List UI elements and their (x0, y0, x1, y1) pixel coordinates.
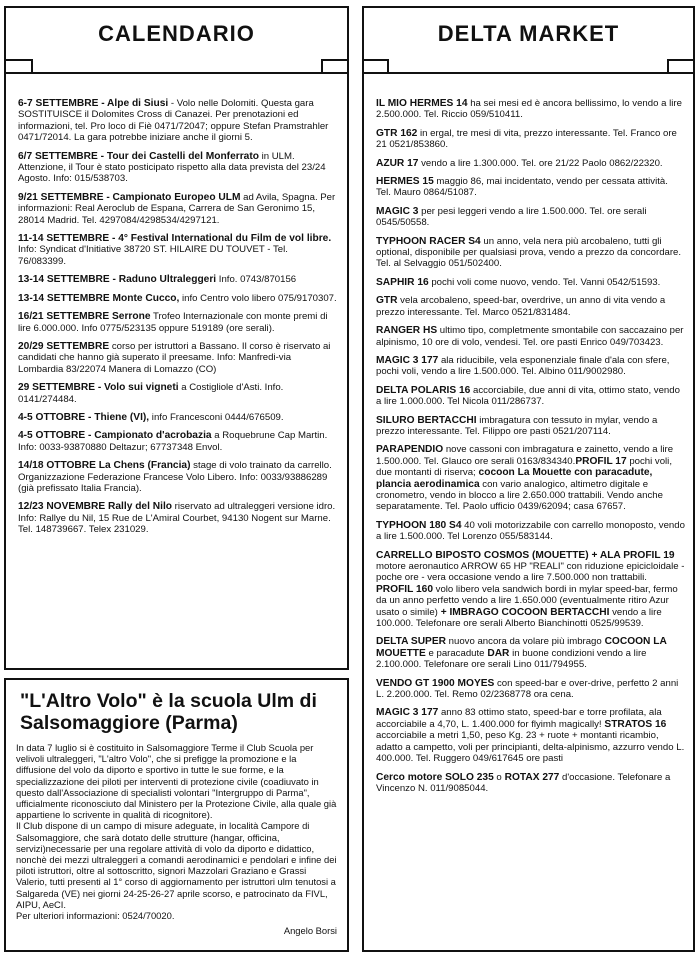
entry-text: riservato ad ultraleggeri versione idro. Info: Rallye du Nil, 15 Rue de L'Amiral Courbet, 94130 Nogent sur Marne. Tel. 148739667. Telex 231029. (18, 501, 336, 536)
market-title: DELTA MARKET (437, 21, 620, 46)
entry-text: maggio 86, mai incidentato, vendo per cessata attività. Tel. Mauro 0864/51087. (376, 176, 668, 199)
entry-text: ha sei mesi ed è ancora bellissimo, lo vendo a lire 2.500.000. Tel. Riccio 059/510411. (376, 98, 682, 121)
entry-heading: IL MIO HERMES 14 (376, 98, 468, 109)
market-ad (376, 678, 685, 701)
entry-heading: HERMES 15 (376, 176, 434, 188)
entry-heading: 6/7 SETTEMBRE - Tour dei Castelli del Monferrato (18, 150, 259, 162)
entry-text: in ergal, tre mesi di vita, prezzo interessante. Tel. Franco ore 21 0521/853860. (376, 127, 677, 151)
entry-text: con vario analogico, altimetro digitale e cronometro, vendo in blocco a lire 2.650.000 trattabili. Vendo anche separatamente. Tel. Paolo ufficio 0439/62094; casa 67657. (376, 478, 663, 513)
article-paragraph: In data 7 luglio si è costituito in Salsomaggiore Terme il Club Scuola per velivoli ultraleggeri, "L'altro Volo", che si prefigge la promozione e la diffusione del volo da diporto e sportivo in tutte le sue forme, e la specializzazione dei piloti per interventi di protezione civile (coadiuvato in questo dall'Associazione di specialisti volontari "Intergruppo di Parma", ufficialmente riconosciuto dal Ministero per la Protezione Civile, alla quale già appartiene lo scrivente in qualità di ricognitore). (16, 742, 337, 821)
entry-heading: TYPHOON 180 S4 (376, 519, 462, 531)
calendario-column (4, 6, 349, 60)
calendar-entry (18, 501, 337, 535)
market-column (362, 6, 695, 60)
market-list (364, 74, 693, 794)
calendar-entry (18, 233, 337, 267)
calendar-entry (18, 412, 337, 423)
market-header (362, 6, 695, 60)
entry-text: Info. 0743/870156 (216, 274, 297, 286)
entry-heading: 20/29 SETTEMBRE (18, 340, 110, 352)
entry-text: pochi voli, due montanti di riserva; (376, 455, 672, 479)
entry-text: ala riducibile, vela esponenziale finale d'ala con sfere, pochi voli, vendo a lire 1.500.000. Tel. Albino 011/9002980. (376, 354, 670, 378)
entry-heading: TYPHOON RACER S4 (376, 235, 481, 247)
entry-heading: 16/21 SETTEMBRE Serrone (18, 311, 151, 323)
entry-text: vendo a lire 1.300.000. Tel. ore 21/22 Paolo 0862/22320. (418, 157, 663, 169)
market-ad (376, 385, 685, 408)
entry-text: corso per istruttori a Bassano. Il corso è riservato ai candidati che hanno già superato il preesame. Info: Manfredi-via Lombardia 83/22074 Manera di Lomazzo (CO) (18, 340, 331, 375)
calendario-list (6, 74, 347, 536)
article-paragraph: Il Club dispone di un campo di misure adeguate, in località Campore di Salsomaggiore, che sarà dotato delle strutture (hangar, officina, servizi)necessarie per una regolare attività di volo da diporto e didattico, nonchè dei mezzi ultraleggeri a comandi aerodinamici e pendolari e infine dei piloti istruttori, oltre al sottoscritto, signori Mazzolari Graziano e Grassi Valerio, tutti presenti al 1° corso di aggiornamento per istruttori ulm tenutosi a Salgareda (VE) nei giorni 24-25-26-27 aprile scorso, e patrocinato da FIVL, AIPU, AeCI. (16, 820, 337, 910)
entry-heading: cocoon La Mouette con paracadute, plancia aerodinamica (376, 467, 653, 490)
entry-text: vela arcobaleno, speed-bar, overdrive, un anno di vita vendo a prezzo interessante. Tel. Marco 0521/831484. (376, 295, 666, 318)
entry-text: accorciabile, due anni di vita, ottimo stato, vendo a lire 1.000.000. Tel Nicola 011/286737. (376, 384, 680, 408)
market-ad (376, 520, 685, 543)
calendar-entry (18, 341, 337, 375)
market-ad (376, 355, 685, 378)
entry-heading: MAGIC 3 177 (376, 707, 439, 719)
entry-heading: 9/21 SETTEMBRE - Campionato Europeo ULM (18, 191, 241, 203)
calendar-entry (18, 274, 337, 285)
calendar-entry (18, 311, 337, 334)
entry-text: o (493, 771, 502, 783)
entry-text: stage di volo trainato da carrello. Organizzazione Federazione Francese Volo Libero. Info: 0033/93886289 (già prefissato Italia Francia). (18, 460, 332, 494)
market-ad (376, 277, 685, 288)
market-ad (376, 415, 685, 438)
market-box (362, 72, 695, 952)
entry-heading: 13-14 SETTEMBRE - Raduno Ultraleggeri (18, 274, 217, 286)
entry-heading: Cerco motore SOLO 235 (376, 771, 494, 783)
article-box (4, 678, 349, 952)
article-author: Angelo Borsi (283, 925, 337, 937)
entry-heading: 14/18 OTTOBRE La Chens (Francia) (18, 460, 191, 472)
entry-heading: MAGIC 3 (376, 205, 419, 217)
market-ad (376, 128, 685, 151)
entry-heading: GTR 162 (376, 127, 418, 139)
entry-text: ultimo tipo, completmente smontabile con saccazaino per alpinismo, 10 ore di volo, vendesi. Tel. ore pasti Enrico 049/703423. (376, 325, 684, 348)
market-ad (376, 444, 685, 512)
entry-heading: 6-7 SETTEMBRE - Alpe di Siusi (18, 98, 169, 109)
entry-heading: GTR (376, 295, 398, 307)
entry-heading: 13-14 SETTEMBRE Monte Cucco, (18, 292, 180, 304)
market-ad (376, 325, 685, 348)
calendar-entry (18, 293, 337, 304)
entry-text: motore aeronautico ARROW 65 HP "REALI" con riduzione epicicloidale - poche ore - vera occasione vendo a lire 7.500.000 non trattabili. (376, 561, 685, 584)
market-ad (376, 295, 685, 318)
entry-heading: RANGER HS (376, 325, 438, 337)
market-ad (376, 98, 685, 121)
entry-text: pochi voli come nuovo, vendo. Tel. Vanni 0542/51593. (428, 276, 661, 288)
calendario-header (4, 6, 349, 60)
market-ad (376, 707, 685, 764)
entry-text: Info: Syndicat d'Initiative 38720 ST. HILAIRE DU TOUVET - Tel. 76/083399. (18, 244, 288, 267)
article-title: "L'Altro Volo" è la scuola Ulm di Salsomaggiore (Parma) (20, 690, 317, 734)
entry-text: ad Avila, Spagna. Per informazioni: Real Aeroclub de Espana, Carrera de San Geronimo 15, 28014 Madrid. Tel. 4297084/4298534/4297121. (18, 191, 336, 226)
market-ad (376, 176, 685, 199)
entry-heading: VENDO GT 1900 MOYES (376, 677, 495, 689)
entry-text: info Francesconi 0444/676509. (149, 411, 284, 423)
entry-heading: 4-5 OTTOBRE - Campionato d'acrobazia (18, 430, 212, 442)
entry-text: - Volo nelle Dolomiti. Questa gara SOSTITUISCE il Dolomites Cross di Canazei. Per prenotazioni ed informazioni, tel. Pro loco di Fiè 0471/72047; oppure Stefan Pramstrahler 0471/72014. La gara potrebbe iniziare anche il giorni 5. (18, 98, 329, 144)
entry-text: in ULM. Attenzione, il Tour è stato posticipato rispetto alla data prevista del 23/24 Agosto. Info: 015/538703. (18, 150, 326, 185)
calendar-entry (18, 382, 337, 405)
calendar-entry (18, 98, 337, 144)
calendario-box (4, 72, 349, 670)
entry-text: d'occasione. Telefonare a Vincenzo N. 011/9085044. (376, 771, 671, 794)
entry-text: imbragatura con tessuto in mylar, vendo a prezzo interessante. Tel. Filippo ore pasti 0521/207114. (376, 414, 658, 437)
entry-text: a Roquebrune Cap Martin. Info: 0033-93870880 Deltazur; 67737348 Envol. (18, 430, 328, 453)
entry-text: in buone condizioni vendo a lire 2.100.000. Telefonare ore serali Lino 011/794955. (376, 647, 647, 671)
entry-heading: 11-14 SETTEMBRE - 4° Festival International du Film de vol libre. (18, 233, 332, 245)
entry-heading: DAR (484, 647, 510, 659)
calendar-entry (18, 192, 337, 226)
calendar-entry (18, 460, 337, 494)
market-ad (376, 158, 685, 169)
calendar-entry (18, 151, 337, 185)
entry-text: a Costigliole d'Asti. Info. 0141/274484. (18, 382, 284, 405)
market-ad (376, 206, 685, 229)
calendar-entry (18, 430, 337, 453)
entry-text: volo libero vela sandwich bordi in mylar speed-bar, fermo da un anno perfetto vendo a lire 1.650.000 (eventualmente ritiro Azur usato o simile) (376, 583, 678, 618)
entry-heading: PROFIL 17 (575, 455, 627, 467)
entry-heading: ROTAX 277 (501, 771, 560, 783)
entry-heading: 29 SETTEMBRE - Volo sui vigneti (18, 382, 179, 394)
market-ad (376, 636, 685, 670)
entry-heading: PARAPENDIO (376, 444, 444, 456)
market-ad (376, 772, 685, 795)
market-ad (376, 236, 685, 270)
article-body (16, 742, 337, 936)
entry-heading: STRATOS 16 (601, 718, 667, 730)
entry-heading: CARRELLO BIPOSTO COSMOS (MOUETTE) + ALA PROFIL 19 (376, 549, 675, 561)
entry-text: accorciabile a metri 1,50, peso Kg. 23 + ruote + montanti ricambio, adatto a campetto, voli per principianti, delta-alpinismo, azzurro vendo L. 400.000. Tel. Ruggero 049/617645 ore pasti (376, 730, 685, 765)
entry-text: nove cassoni con imbragatura e zainetto, vendo a lire 1.500.000. Tel. Glauco ore serali 0163/834340. (376, 444, 674, 467)
entry-text: per pesi leggeri vendo a lire 1.500.000. Tel. ore serali 0545/50558. (376, 205, 647, 229)
entry-heading: 12/23 NOVEMBRE Rally del Nilo (18, 501, 172, 513)
article-paragraph: Per ulteriori informazioni: 0524/70020. (16, 910, 175, 922)
entry-heading: PROFIL 160 (376, 583, 433, 595)
entry-heading: DELTA POLARIS 16 (376, 384, 471, 396)
entry-heading: MAGIC 3 177 (376, 354, 439, 366)
entry-text: nuovo ancora da volare più imbrago (446, 636, 602, 648)
entry-heading: SAPHIR 16 (376, 276, 429, 288)
entry-text: 40 voli motorizzabile con carrello monoposto, vendo a lire 1.500.000. Tel Lorenzo 055/583144. (376, 519, 685, 543)
entry-heading: AZUR 17 (376, 157, 419, 169)
entry-text: con speed-bar e over-drive, perfetto 2 anni L. 2.200.000. Tel. Remo 02/2368778 ora cena. (376, 677, 679, 701)
entry-text: Trofeo Internazionale con monte premi di lire 6.000.000. Info 0775/523135 oppure 519189 (ore serali). (18, 311, 328, 334)
entry-text: info Centro volo libero 075/9170307. (179, 292, 337, 304)
entry-text: vendo a lire 100.000. Telefonare ore serali Alberto Bianchinotti 0525/99539. (376, 606, 662, 630)
entry-text: anno 83 ottimo stato, speed-bar e torre profilata, ala accorciabile a 4,70, L. 1.400.000 for flyimh magically! (376, 707, 662, 730)
entry-heading: SILURO BERTACCHI (376, 414, 477, 426)
entry-heading: DELTA SUPER (376, 636, 446, 648)
entry-text: e paracadute (425, 647, 485, 659)
entry-heading: + IMBRAGO COCOON BERTACCHI (437, 606, 610, 618)
market-ad (376, 550, 685, 630)
entry-text: un anno, vela nera più arcobaleno, tutti gli optional, disponibile per qualsiasi prova, vendo a prezzo da concordare. Tel. al Selvaggio 051/502400. (376, 235, 682, 270)
entry-heading: COCOON LA MOUETTE (376, 636, 667, 659)
calendario-title: CALENDARIO (98, 21, 255, 46)
entry-heading: 4-5 OTTOBRE - Thiene (VI), (18, 411, 150, 423)
